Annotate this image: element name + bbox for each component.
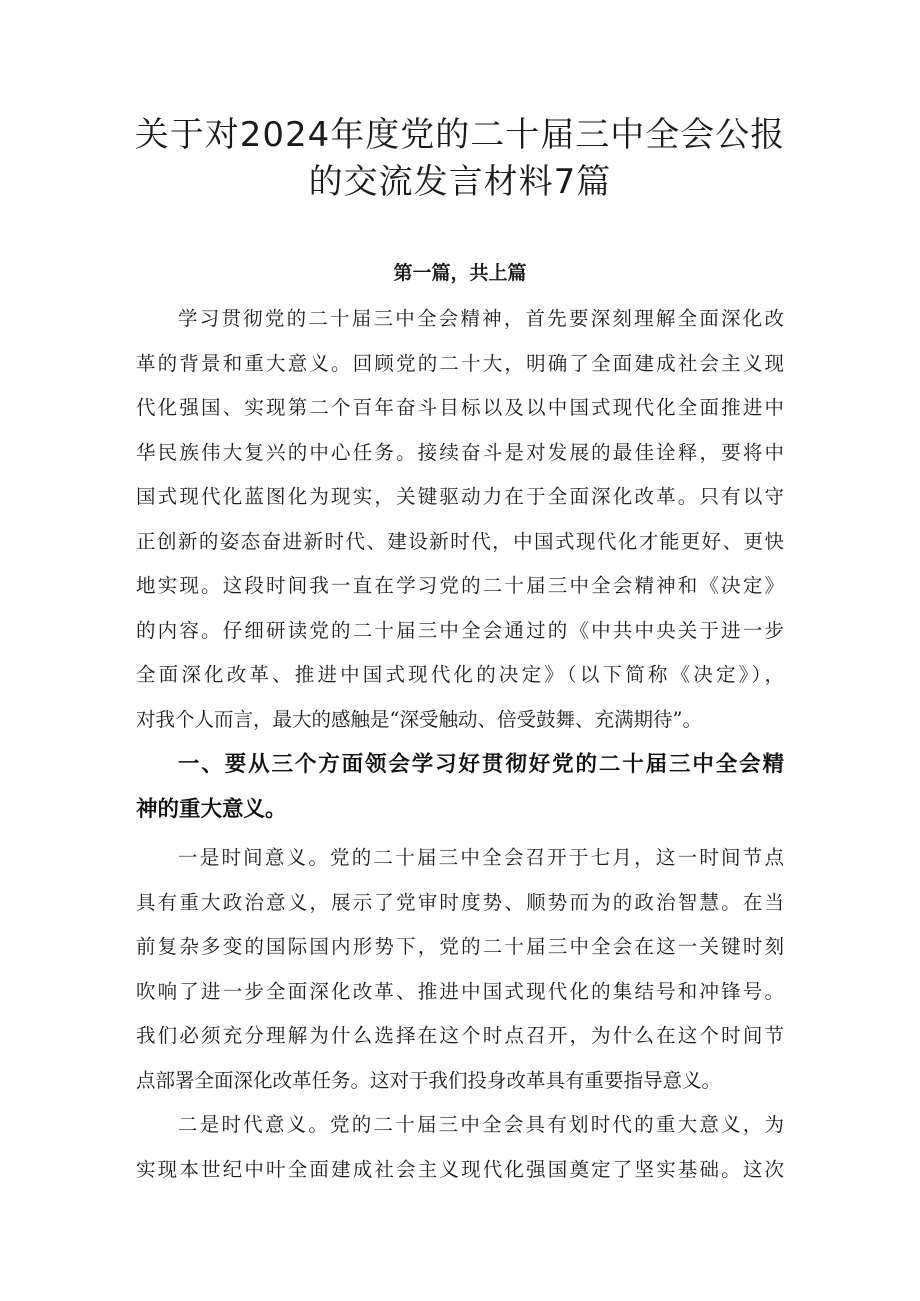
paragraph-2-line: 具有重大政治意义，展示了党审时度势、顺势而为的政治智慧。在当: [136, 891, 784, 914]
paragraph-2-line: 吹响了进一步全面深化改革、推进中国式现代化的集结号和冲锋号。: [136, 980, 784, 1003]
paragraph-1-line: 华民族伟大复兴的中心任务。接续奋斗是对发展的最佳诠释，要将中: [136, 441, 784, 464]
paragraph-1-line: 革的背景和重大意义。回顾党的二十大，明确了全面建成社会主义现: [136, 352, 784, 375]
document-title-line-2: 的交流发言材料7篇: [308, 162, 612, 202]
paragraph-2-line: 一是时间意义。党的二十届三中全会召开于七月，这一时间节点: [178, 846, 784, 869]
section-heading-line: 一、要从三个方面领会学习好贯彻好党的二十届三中全会精: [178, 752, 784, 777]
paragraph-3-line: 二是时代意义。党的二十届三中全会具有划时代的重大意义，为: [178, 1113, 784, 1136]
paragraph-1-line: 正创新的姿态奋进新时代、建设新时代，中国式现代化才能更好、更快: [136, 530, 784, 553]
paragraph-2-line: 前复杂多变的国际国内形势下，党的二十届三中全会在这一关键时刻: [136, 935, 784, 958]
paragraph-1-line: 国式现代化蓝图化为现实，关键驱动力在于全面深化改革。只有以守: [136, 485, 784, 508]
paragraph-2-line: 我们必须充分理解为什么选择在这个时点召开，为什么在这个时间节: [136, 1024, 784, 1047]
paragraph-3-line: 实现本世纪中叶全面建成社会主义现代化强国奠定了坚实基础。这次: [136, 1158, 784, 1181]
document-title-line-1: 关于对2024年度党的二十届三中全会公报: [134, 115, 786, 155]
section-heading-line: 神的重大意义。: [136, 797, 287, 822]
paragraph-1-line: 的内容。仔细研读党的二十届三中全会通过的《中共中央关于进一步: [136, 619, 784, 642]
paragraph-1-line: 地实现。这段时间我一直在学习党的二十届三中全会精神和《决定》: [136, 574, 784, 597]
paragraph-1-line: 对我个人而言，最大的感触是“深受触动、倍受鼓舞、充满期待”。: [136, 708, 702, 731]
paragraph-2-line: 点部署全面深化改革任务。这对于我们投身改革具有重要指导意义。: [136, 1069, 722, 1092]
paragraph-1-line: 全面深化改革、推进中国式现代化的决定》（以下简称《决定》），: [136, 663, 784, 686]
paragraph-1-line: 学习贯彻党的二十届三中全会精神，首先要深刻理解全面深化改: [178, 307, 784, 330]
paragraph-1-line: 代化强国、实现第二个百年奋斗目标以及以中国式现代化全面推进中: [136, 396, 784, 419]
section-title: 第一篇，共上篇: [393, 262, 527, 284]
